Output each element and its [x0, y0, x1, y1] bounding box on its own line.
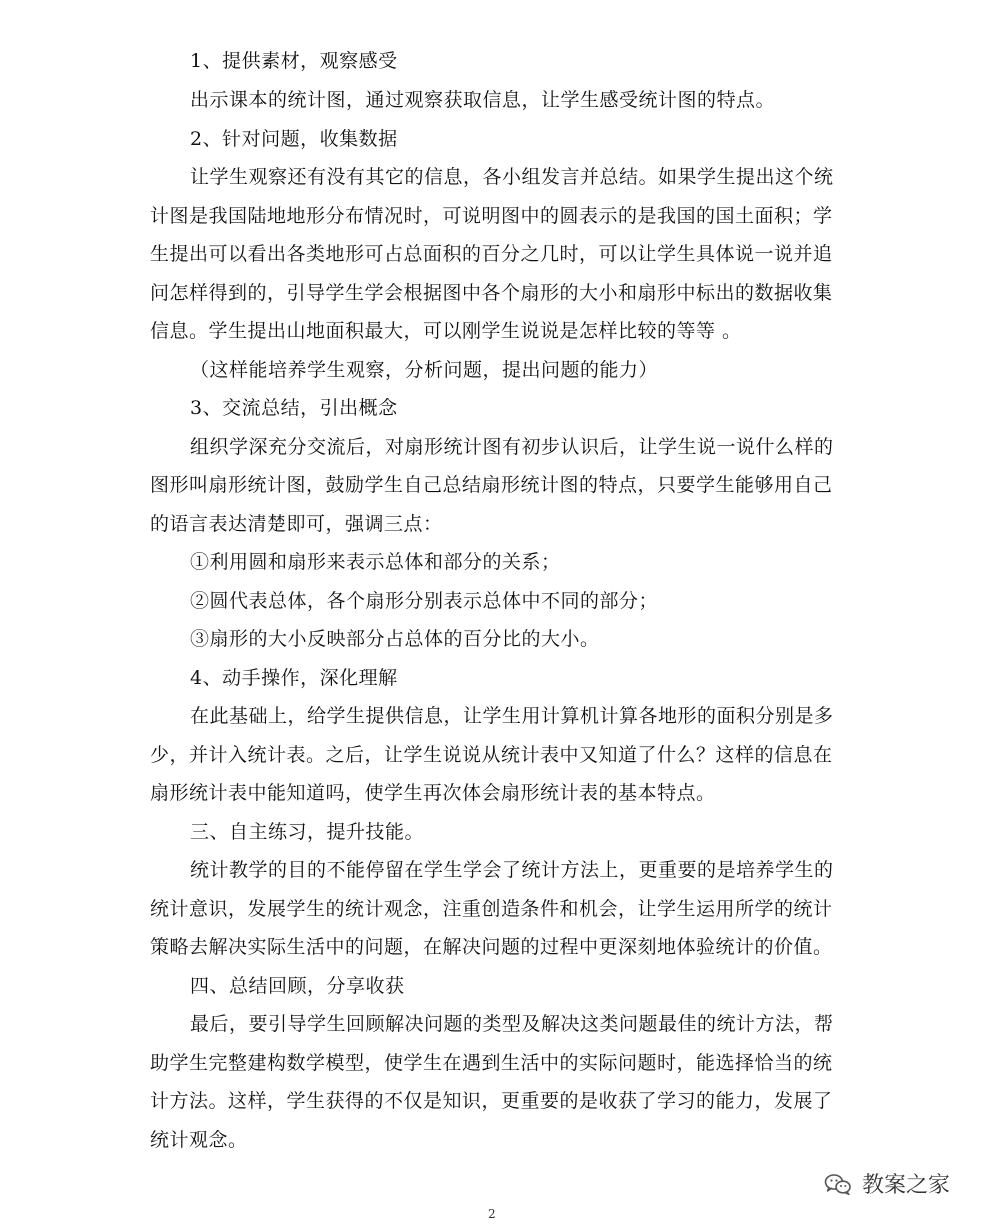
paragraph-line: 图形叫扇形统计图，鼓励学生自己总结扇形统计图的特点，只要学生能够用自己: [150, 474, 833, 496]
paragraph-line: 统计意识，发展学生的统计观念，注重创造条件和机会，让学生运用所学的统计: [150, 898, 833, 920]
paragraph-line: 信息。学生提出山地面积最大，可以刚学生说说是怎样比较的等等 。: [150, 320, 742, 342]
page-number: 2: [488, 1207, 496, 1221]
paragraph-line: 计图是我国陆地地形分布情况时，可说明图中的圆表示的是我国的国土面积；学: [150, 205, 833, 227]
paragraph-line: 让学生观察还有没有其它的信息，各小组发言并总结。如果学生提出这个统: [190, 166, 834, 188]
heading-1: 1、提供素材，观察感受: [190, 50, 398, 72]
heading-4: 4、动手操作，深化理解: [190, 667, 398, 689]
section-heading: 四、总结回顾，分享收获: [190, 975, 405, 997]
paragraph-line: 计方法。这样，学生获得的不仅是知识，更重要的是收获了学习的能力，发展了: [150, 1090, 833, 1112]
list-item: ②圆代表总体，各个扇形分别表示总体中不同的部分；: [190, 590, 659, 612]
paragraph-note: （这样能培养学生观察，分析问题，提出问题的能力）: [190, 359, 659, 381]
list-item: ①利用圆和扇形来表示总体和部分的关系；: [190, 551, 561, 573]
paragraph-line: 的语言表达清楚即可，强调三点：: [150, 513, 443, 535]
list-item: ③扇形的大小反映部分占总体的百分比的大小。: [190, 628, 600, 650]
paragraph-line: 生提出可以看出各类地形可占总面积的百分之几时，可以让学生具体说一说并追: [150, 243, 833, 265]
heading-2: 2、针对问题，收集数据: [190, 128, 398, 150]
section-heading: 三、自主练习，提升技能。: [190, 821, 425, 843]
paragraph-line: 少，并计入统计表。之后，让学生说说从统计表中又知道了什么？这样的信息在: [150, 744, 833, 766]
watermark-text: 教案之家: [862, 1173, 951, 1198]
paragraph-line: 统计观念。: [150, 1129, 248, 1151]
paragraph-line: 扇形统计表中能知道吗，使学生再次体会扇形统计表的基本特点。: [150, 782, 716, 804]
paragraph-line: 统计教学的目的不能停留在学生学会了统计方法上，更重要的是培养学生的: [190, 859, 834, 881]
watermark: [824, 1168, 950, 1199]
paragraph-line: 组织学深充分交流后，对扇形统计图有初步认识后，让学生说一说什么样的: [190, 436, 834, 458]
paragraph-line: 在此基础上，给学生提供信息，让学生用计算机计算各地形的面积分别是多: [190, 705, 834, 727]
paragraph-line: 最后，要引导学生回顾解决问题的类型及解决这类问题最佳的统计方法，帮: [190, 1013, 834, 1035]
paragraph-line: 出示课本的统计图，通过观察获取信息，让学生感受统计图的特点。: [190, 89, 776, 111]
paragraph-line: 助学生完整建构数学模型，使学生在遇到生活中的实际问题时，能选择恰当的统: [150, 1052, 833, 1074]
paragraph-line: 策略去解决实际生活中的问题，在解决问题的过程中更深刻地体验统计的价值。: [150, 936, 833, 958]
paragraph-line: 问怎样得到的，引导学生学会根据图中各个扇形的大小和扇形中标出的数据收集: [150, 282, 833, 304]
heading-3: 3、交流总结，引出概念: [190, 397, 398, 419]
wechat-icon: [824, 1172, 852, 1196]
